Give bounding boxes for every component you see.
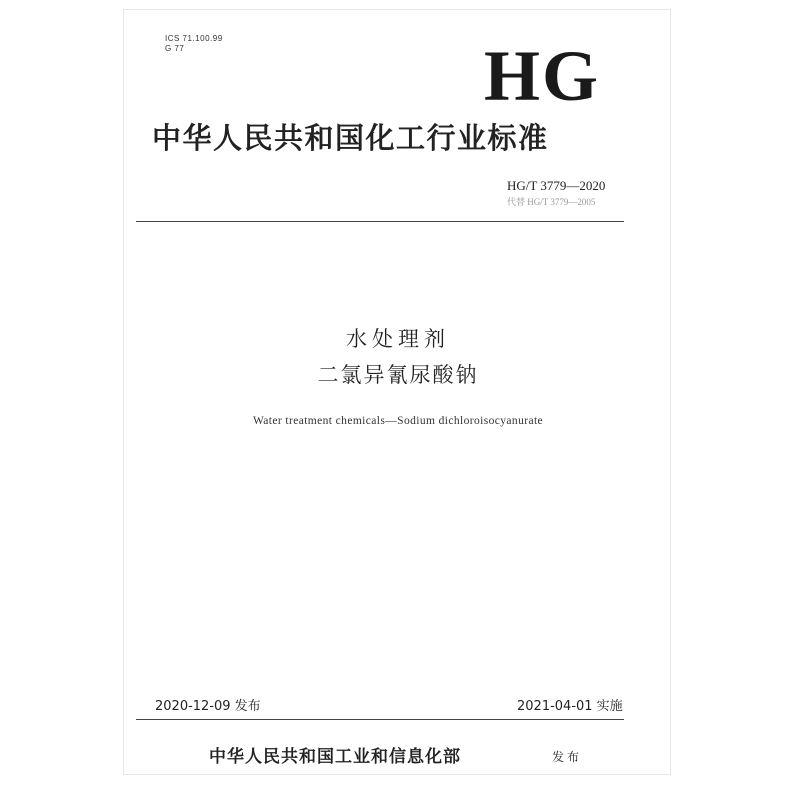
english-title: Water treatment chemicals—Sodium dichloroisocyanurate (252, 415, 544, 427)
standard-type-title: 中华人民共和国化工行业标准 (152, 121, 549, 155)
top-divider (136, 221, 624, 222)
ics-code: ICS 71.100.99 (165, 34, 223, 43)
implementation-date: 2021-04-01 实施 (517, 699, 623, 714)
document-title-line2: 二氯异氰尿酸钠 (317, 363, 479, 387)
standard-number: HG/T 3779—2020 (507, 178, 606, 193)
issue-date: 2020-12-09 发布 (155, 699, 261, 714)
publisher: 中华人民共和国工业和信息化部 (209, 747, 461, 767)
classification-codes (165, 34, 223, 54)
replaces-standard: 代替 HG/T 3779—2005 (507, 197, 596, 207)
document-title-line1: 水处理剂 (346, 327, 450, 351)
standard-cover-page (123, 9, 671, 775)
publish-label: 发布 (552, 750, 583, 764)
bottom-divider (136, 719, 624, 720)
ccs-code: G 77 (165, 44, 185, 53)
hg-logo: HG (484, 36, 601, 116)
